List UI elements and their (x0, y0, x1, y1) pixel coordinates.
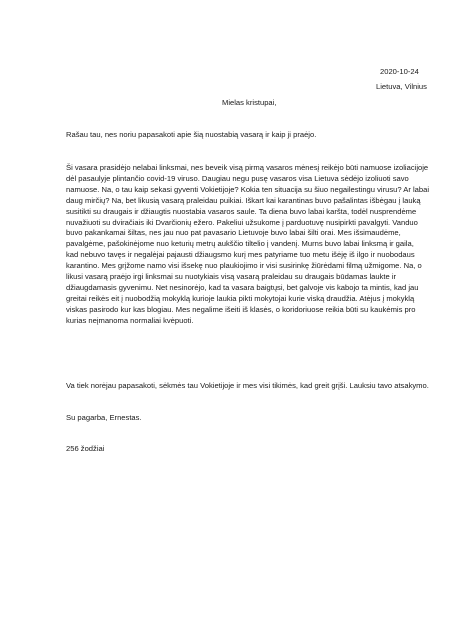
body-line: buvo pakankamai šiltas, nes jau nuo pat pavasario Lietuvoje buvo labai šilti orai. Mes išsimaudėme, (66, 228, 401, 238)
body-line: kad nebuvo tavęs ir negalėjai pajausti džiaugsmo kurį mes patyriame tuo metu išėję iš ilgo ir nuobodaus (66, 250, 415, 260)
letter-date: 2020-10-24 (380, 67, 419, 76)
letter-place: Lietuva, Vilnius (376, 82, 427, 91)
body-line: dėl pasaulyje plintančio covid-19 viruso. Daugiau negu pusę vasaros visa Lietuva sėdėjo izoliuoti savo (66, 173, 409, 183)
letter-salutation: Mielas kristupai, (222, 98, 277, 107)
intro-paragraph: Rašau tau, nes noriu papasakoti apie šią nuostabią vasarą ir kaip ji praėjo. (66, 130, 317, 139)
word-count: 256 žodžiai (66, 444, 105, 453)
body-line: namuose. Na, o tau kaip sekasi gyventi Vokietijoje? Kokia ten situacija su šiuo negailestingu virusu? Ar labai (66, 184, 430, 194)
body-line: greitai reikės eit į nuobodžią mokyklą kurioje laukia pikti mokytojai kurie viską draudžia. Atėjus į mokyklą (66, 293, 415, 303)
body-line: pavalgėme, pašokinėjome nuo keturių metrų aukščio tiltelio į vandenį. Murns buvo labai linksmą ir gaila, (66, 239, 414, 249)
body-line: kurias neįmanoma normaliai kvėpuoti. (66, 315, 194, 325)
body-line: likusi vasarą praėjo irgi linksmai su nuotykiais visą vasarą praleidau su draugais būdamas laukte ir (66, 272, 397, 282)
body-line: viskas pasirodo kur kas blogiau. Mes negalime išeiti iš klasės, o koridoriuose reikia būti su kaukėmis pro (66, 304, 416, 314)
body-line: džiaugdamasis gyvenimu. Net nesinorėjo, kad ta vasara baigtųsi, bet galvoje vis kabojo ta mintis, kad jau (66, 282, 419, 292)
body-line: karantino. Mes grįžome namo visi išsekę nuo plaukiojimo ir visi susirinkę žiūrėdami filmą užmigome. Na, o (66, 261, 422, 271)
body-line: susitikti su draugais ir džiaugtis nuostabia vasaros saule. Ta diena buvo labai karšta, todėl nusprendėme (66, 206, 417, 216)
body-line: nuvažiuoti su dviračiais iki Dvarčionių ežero. Pakeliui užsukome į parduotuvę nusipirkti pavalgyti. Vanduo (66, 217, 418, 227)
body-paragraph (66, 163, 458, 327)
closing-paragraph: Va tiek norėjau papasakoti, sėkmės tau Vokietijoje ir mes visi tikimės, kad greit grįši. Lauksiu tavo atsakymo. (66, 381, 429, 390)
body-line: Ši vasara prasidėjo nelabai linksmai, nes beveik visą pirmą vasaros mėnesį reikėjo būti namuose izoliacijoje (66, 163, 429, 172)
letter-signoff: Su pagarba, Ernestas. (66, 413, 142, 422)
body-line: daug mirčių? Na, bet likusią vasarą praleidau puikiai. Iškart kai karantinas buvo pašalintas išbėgau į lauką (66, 195, 421, 205)
